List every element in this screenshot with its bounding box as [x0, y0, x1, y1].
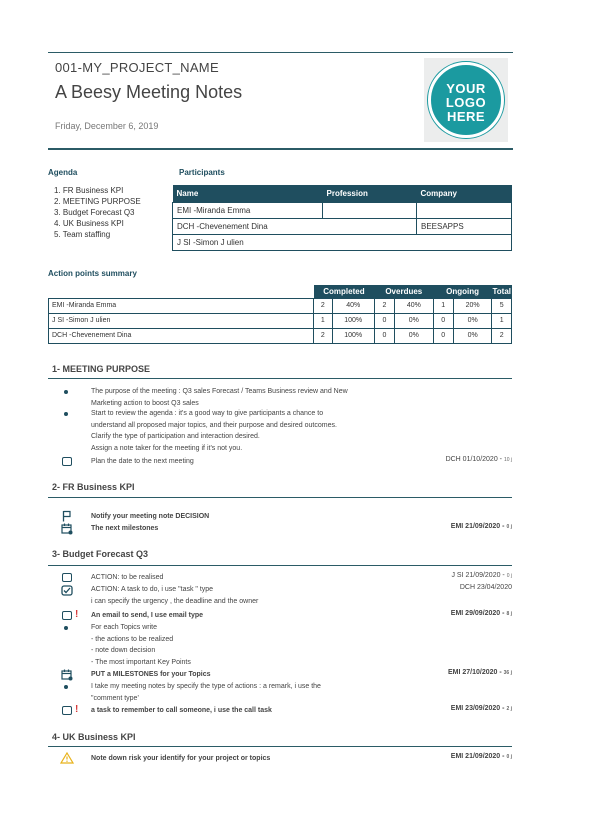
- blank-header: [49, 285, 314, 298]
- list-item: Note down risk your identify for your project or topics: [91, 755, 271, 762]
- ongoing-pct: 20%: [453, 298, 492, 313]
- logo-line: LOGO: [445, 95, 487, 110]
- list-item: The next milestones: [91, 525, 159, 532]
- total-count: 5: [492, 298, 512, 313]
- owner-date: J SI 21/09/2020 -: [451, 572, 507, 579]
- item-owner-due: [380, 753, 512, 760]
- list-item: ACTION: to be realised: [91, 574, 164, 581]
- table-header-row: [49, 285, 512, 298]
- days-count: 0 j: [506, 754, 512, 760]
- item-text: For each Topics write: [91, 624, 158, 631]
- item-text: I take my meeting notes by specify the type of actions : a remark, i use the: [91, 683, 321, 690]
- item-owner-due: DCH 23/04/2020: [459, 584, 512, 591]
- section-rule: [48, 746, 512, 747]
- overdue-pct: 40%: [394, 298, 433, 313]
- list-item: [91, 681, 321, 704]
- item-text: - The most important Key Points: [91, 658, 191, 666]
- participants-heading: Participants: [179, 168, 225, 177]
- table-row: [173, 202, 512, 218]
- section-title: 2- FR Business KPI: [52, 482, 135, 492]
- checkbox-icon[interactable]: [62, 706, 72, 715]
- agenda-item: 4. UK Business KPI: [54, 219, 124, 228]
- bullet-icon: [64, 685, 68, 689]
- agenda-list: [54, 185, 141, 240]
- owner-date: EMI 27/10/2020 -: [448, 669, 504, 676]
- completed-pct: 100%: [332, 328, 374, 343]
- section-rule: [48, 565, 512, 566]
- owner-date: EMI 21/09/2020 -: [450, 523, 507, 530]
- days-count: 10 j: [503, 457, 512, 463]
- item-owner-due: [380, 705, 512, 712]
- completed-pct: 100%: [332, 313, 374, 328]
- meeting-date: Friday, December 6, 2019: [55, 121, 159, 131]
- completed-count: 2: [314, 328, 333, 343]
- overdue-count: 0: [374, 328, 394, 343]
- days-count: 0 j: [506, 573, 512, 579]
- column-header: Total: [492, 285, 512, 298]
- bullet-icon: [64, 626, 68, 630]
- ongoing-count: 1: [433, 298, 453, 313]
- owner-date: EMI 29/09/2020 -: [450, 610, 507, 617]
- participant-profession: [323, 202, 417, 218]
- total-count: 1: [492, 313, 512, 328]
- project-name: 001-MY_PROJECT_NAME: [55, 60, 219, 75]
- bullet-icon: [64, 390, 68, 394]
- list-item: [91, 622, 191, 668]
- item-text: The purpose of the meeting : Q3 sales Forecast / Teams Business review and New: [91, 388, 348, 395]
- column-header: Name: [173, 185, 323, 202]
- ongoing-pct: 0%: [453, 313, 492, 328]
- owner-date: EMI 23/09/2020 -: [450, 705, 507, 712]
- agenda-item: 5. Team staffing: [54, 230, 111, 239]
- item-text: Start to review the agenda : it's a good way to give participants a chance to: [91, 410, 324, 417]
- overdue-pct: 0%: [394, 328, 433, 343]
- section-title: 1- MEETING PURPOSE: [52, 364, 151, 374]
- row-name: J SI -Simon J ulien: [49, 313, 314, 328]
- bullet-icon: [64, 412, 68, 416]
- column-header: Profession: [323, 185, 417, 202]
- column-header: Ongoing: [433, 285, 492, 298]
- column-header: Completed: [314, 285, 375, 298]
- action-summary-table: [48, 285, 512, 344]
- section-title: 4- UK Business KPI: [52, 732, 136, 742]
- logo-line: YOUR: [446, 81, 486, 96]
- list-item: Plan the date to the next meeting: [91, 458, 194, 465]
- completed-pct: 40%: [332, 298, 374, 313]
- section-title: 3- Budget Forecast Q3: [52, 549, 149, 559]
- list-item: [91, 408, 337, 454]
- agenda-heading: Agenda: [48, 168, 78, 177]
- list-item: An email to send, I use email type: [91, 612, 204, 619]
- days-count: 0 j: [506, 524, 512, 530]
- days-count: 2 j: [506, 706, 512, 712]
- overdue-count: 0: [374, 313, 394, 328]
- days-count: 36 j: [503, 670, 512, 676]
- days-count: 8 j: [506, 611, 512, 617]
- list-item: PUT a MILESTONES for your Topics: [91, 671, 211, 678]
- milestone-calendar-icon: [61, 523, 73, 535]
- risk-warning-icon: [60, 752, 74, 764]
- urgent-icon: !: [75, 609, 79, 620]
- ongoing-count: 0: [433, 313, 453, 328]
- page-title: A Beesy Meeting Notes: [55, 82, 243, 102]
- table-row: [49, 328, 512, 343]
- agenda-item: 3. Budget Forecast Q3: [54, 208, 135, 217]
- list-item: [91, 584, 258, 607]
- flag-icon: [62, 510, 72, 522]
- overdue-pct: 0%: [394, 313, 433, 328]
- column-header: Overdues: [374, 285, 433, 298]
- total-count: 2: [492, 328, 512, 343]
- logo-badge: [428, 62, 504, 138]
- item-text: - the actions to be realized: [91, 635, 174, 643]
- item-text: "comment type': [91, 694, 139, 702]
- logo: [424, 58, 508, 142]
- item-owner-due: [380, 523, 512, 530]
- item-text: i can specify the urgency , the deadline and the owner: [91, 597, 259, 605]
- table-row: [49, 313, 512, 328]
- checkbox-icon[interactable]: [62, 611, 72, 620]
- owner-date: EMI 21/09/2020 -: [450, 753, 507, 760]
- participant-company: [417, 202, 512, 218]
- logo-line: HERE: [446, 109, 486, 124]
- owner-date: DCH 01/10/2020 -: [445, 456, 504, 463]
- row-name: EMI -Miranda Emma: [49, 298, 314, 313]
- item-text: Clarify the type of participation and interaction desired.: [91, 433, 260, 440]
- table-row: [49, 298, 512, 313]
- checkbox-icon[interactable]: [62, 457, 72, 466]
- agenda-item: 1. FR Business KPI: [54, 186, 124, 195]
- completed-count: 2: [314, 298, 333, 313]
- participants-table: [172, 185, 512, 251]
- table-row: [173, 234, 512, 250]
- checked-checkbox-icon[interactable]: [61, 585, 73, 596]
- action-summary-heading: Action points summary: [48, 269, 137, 278]
- table-header-row: [173, 185, 512, 202]
- list-item: a task to remember to call someone, i use the call task: [91, 707, 272, 714]
- column-header: Company: [417, 185, 512, 202]
- ongoing-pct: 0%: [453, 328, 492, 343]
- participant-name: EMI -Miranda Emma: [173, 202, 323, 218]
- participant-name: DCH -Chevenement Dina: [173, 218, 417, 234]
- row-name: DCH -Chevenement Dina: [49, 328, 314, 343]
- item-text: Assign a note taker for the meeting if it's not you.: [91, 444, 243, 452]
- section-rule: [48, 497, 512, 498]
- participant-company: BEESAPPS: [417, 218, 512, 234]
- item-text: ACTION: A task to do, i use "task " type: [91, 586, 214, 593]
- item-owner-due: [380, 456, 512, 463]
- completed-count: 1: [314, 313, 333, 328]
- milestone-calendar-icon: [61, 669, 73, 681]
- header-bottom-rule: [48, 148, 513, 150]
- agenda-item: 2. MEETING PURPOSE: [54, 197, 141, 206]
- list-item: [91, 386, 348, 409]
- table-row: [173, 218, 512, 234]
- item-text: Marketing action to boost Q3 sales: [91, 399, 199, 407]
- item-text: - note down decision: [91, 647, 156, 654]
- item-owner-due: [380, 610, 512, 617]
- overdue-count: 2: [374, 298, 394, 313]
- ongoing-count: 0: [433, 328, 453, 343]
- list-item: Notify your meeting note DECISION: [91, 513, 210, 520]
- urgent-icon: !: [75, 704, 79, 715]
- item-owner-due: [380, 572, 512, 579]
- item-text: understand all proposed major topics, and their purpose and desired outcomes.: [91, 421, 337, 429]
- section-rule: [48, 378, 512, 379]
- checkbox-icon[interactable]: [62, 573, 72, 582]
- participant-name: J SI -Simon J ulien: [173, 234, 512, 250]
- header-top-rule: [48, 52, 513, 53]
- item-owner-due: [380, 669, 512, 676]
